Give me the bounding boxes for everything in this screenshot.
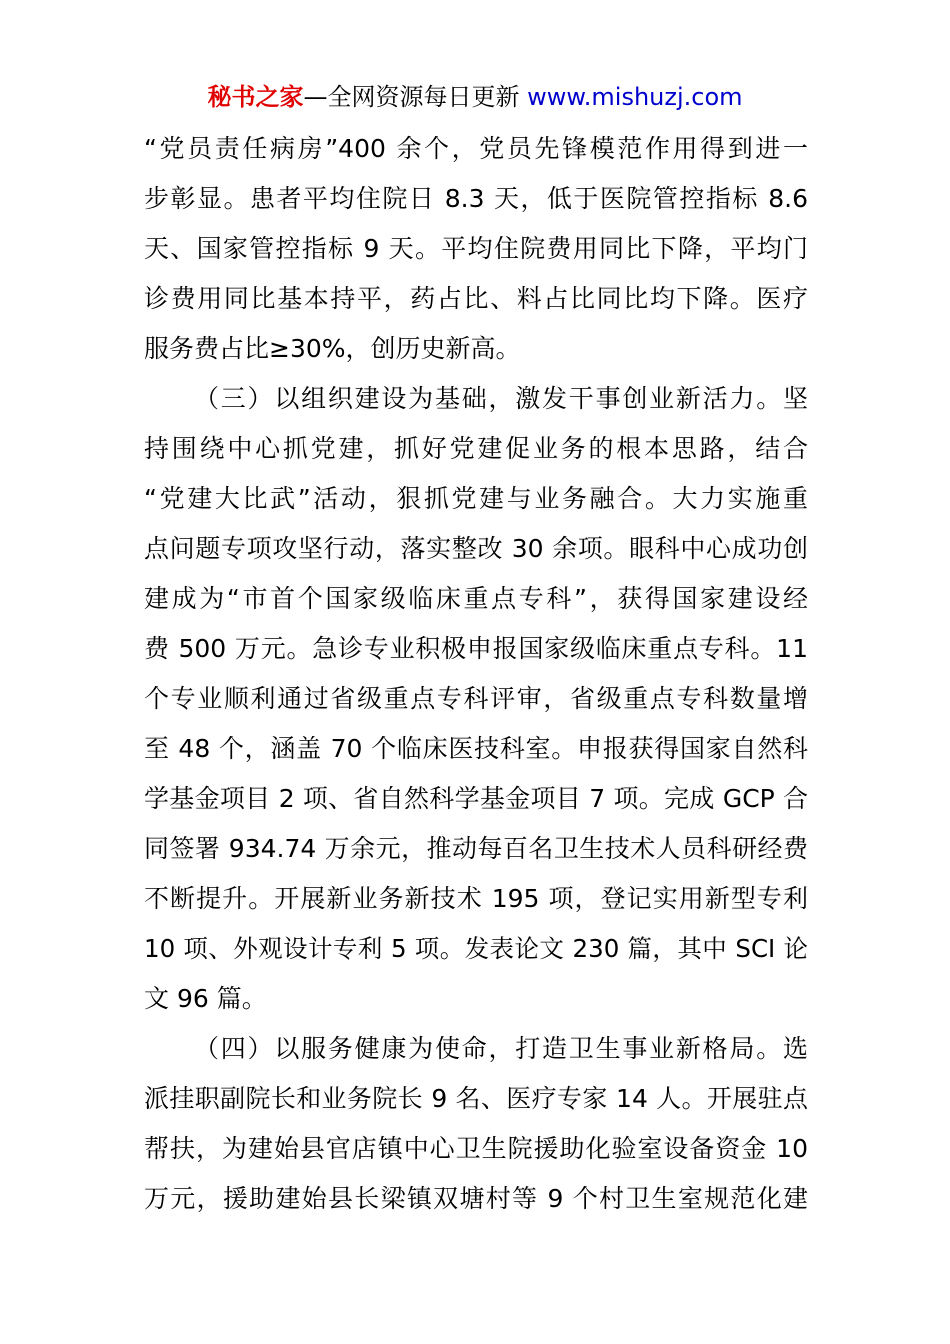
text-line: “党建大比武”活动，狠抓党建与业务融合。大力实施重	[144, 484, 808, 513]
site-tagline: —全网资源每日更新	[303, 83, 528, 111]
paragraph-heading-3: （三）以组织建设为基础，激发干事创业新活力。坚	[194, 384, 808, 413]
text-line: 至 48 个，涵盖 70 个临床医技科室。申报获得国家自然科	[144, 734, 808, 763]
text-line: 学基金项目 2 项、省自然科学基金项目 7 项。完成 GCP 合	[144, 784, 808, 813]
text-line: 服务费占比≥30%，创历史新高。	[144, 334, 521, 363]
text-line: 文 96 篇。	[144, 984, 267, 1013]
text-line: 不断提升。开展新业务新技术 195 项，登记实用新型专利	[144, 884, 808, 913]
site-url[interactable]: www.mishuzj.com	[527, 83, 743, 111]
text-line: 建成为“市首个国家级临床重点专科”，获得国家建设经	[144, 584, 808, 613]
text-line: 持围绕中心抓党建，抓好党建促业务的根本思路，结合	[144, 434, 808, 463]
text-line: 个专业顺利通过省级重点专科评审，省级重点专科数量增	[144, 684, 808, 713]
document-body	[144, 124, 808, 1224]
text-line: 天、国家管控指标 9 天。平均住院费用同比下降，平均门	[144, 234, 808, 263]
text-line: 万元，援助建始县长梁镇双塘村等 9 个村卫生室规范化建	[144, 1184, 808, 1213]
text-line: 同签署 934.74 万余元，推动每百名卫生技术人员科研经费	[144, 834, 808, 863]
text-line: 费 500 万元。急诊专业积极申报国家级临床重点专科。11	[144, 634, 808, 663]
text-line: “党员责任病房”400 余个，党员先锋模范作用得到进一	[144, 134, 808, 163]
text-line: 步彰显。患者平均住院日 8.3 天，低于医院管控指标 8.6	[144, 184, 808, 213]
text-line: 10 项、外观设计专利 5 项。发表论文 230 篇，其中 SCI 论	[144, 934, 808, 963]
paragraph-heading-4: （四）以服务健康为使命，打造卫生事业新格局。选	[194, 1034, 808, 1063]
page-header	[0, 80, 950, 114]
text-line: 派挂职副院长和业务院长 9 名、医疗专家 14 人。开展驻点	[144, 1084, 808, 1113]
text-line: 点问题专项攻坚行动，落实整改 30 余项。眼科中心成功创	[144, 534, 808, 563]
text-line: 帮扶，为建始县官店镇中心卫生院援助化验室设备资金 10	[144, 1134, 808, 1163]
text-line: 诊费用同比基本持平，药占比、料占比同比均下降。医疗	[144, 284, 808, 313]
site-brand: 秘书之家	[207, 83, 304, 111]
